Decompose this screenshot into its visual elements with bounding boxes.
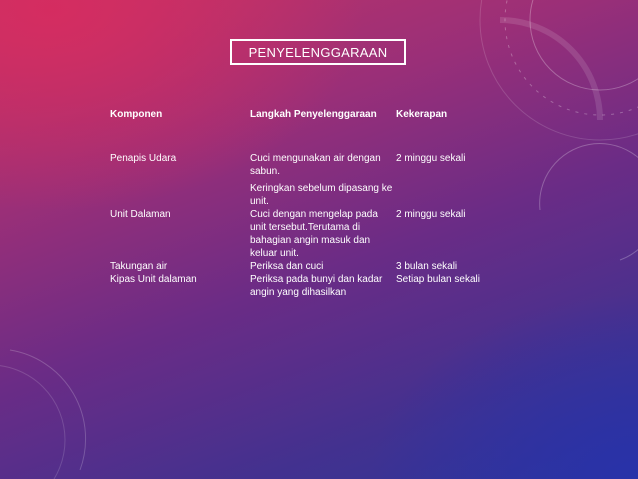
slide-title: PENYELENGGARAAN <box>230 39 406 65</box>
table-row <box>110 208 500 260</box>
header-kekerapan: Kekerapan <box>396 109 448 120</box>
cell-komponen: Unit Dalaman <box>110 209 171 220</box>
header-komponen: Komponen <box>110 109 163 120</box>
table-row <box>110 260 500 273</box>
cell-kekerapan: 3 bulan sekali <box>396 261 458 272</box>
cell-langkah: Periksa dan cuci <box>250 261 324 272</box>
cell-komponen: Kipas Unit dalaman <box>110 274 197 285</box>
cell-kekerapan: Setiap bulan sekali <box>396 274 480 285</box>
table-row <box>110 152 500 208</box>
deco-circle <box>505 0 638 115</box>
deco-arc <box>500 20 600 120</box>
cell-kekerapan: 2 minggu sekali <box>396 209 466 220</box>
cell-langkah-text: Cuci mengunakan air dengan sabun. <box>250 153 381 177</box>
deco-circle <box>480 0 638 140</box>
cell-langkah <box>250 152 396 208</box>
cell-kekerapan: 2 minggu sekali <box>396 153 466 164</box>
cell-komponen: Penapis Udara <box>110 153 177 164</box>
deco-arc <box>10 350 86 470</box>
deco-circle <box>530 0 638 90</box>
header-langkah: Langkah Penyelenggaraan <box>250 109 377 120</box>
cell-langkah-extra: Keringkan sebelum dipasang ke unit. <box>250 183 393 207</box>
deco-arc <box>540 144 638 260</box>
cell-langkah: Cuci dengan mengelap pada unit tersebut.Terutama di bahagian angin masuk dan keluar unit. <box>250 209 378 259</box>
maintenance-table <box>110 108 500 299</box>
cell-langkah: Periksa pada bunyi dan kadar angin yang dihasilkan <box>250 274 383 298</box>
table-row <box>110 273 500 299</box>
deco-circle <box>0 365 65 479</box>
table-header-row <box>110 108 500 152</box>
cell-komponen: Takungan air <box>110 261 168 272</box>
